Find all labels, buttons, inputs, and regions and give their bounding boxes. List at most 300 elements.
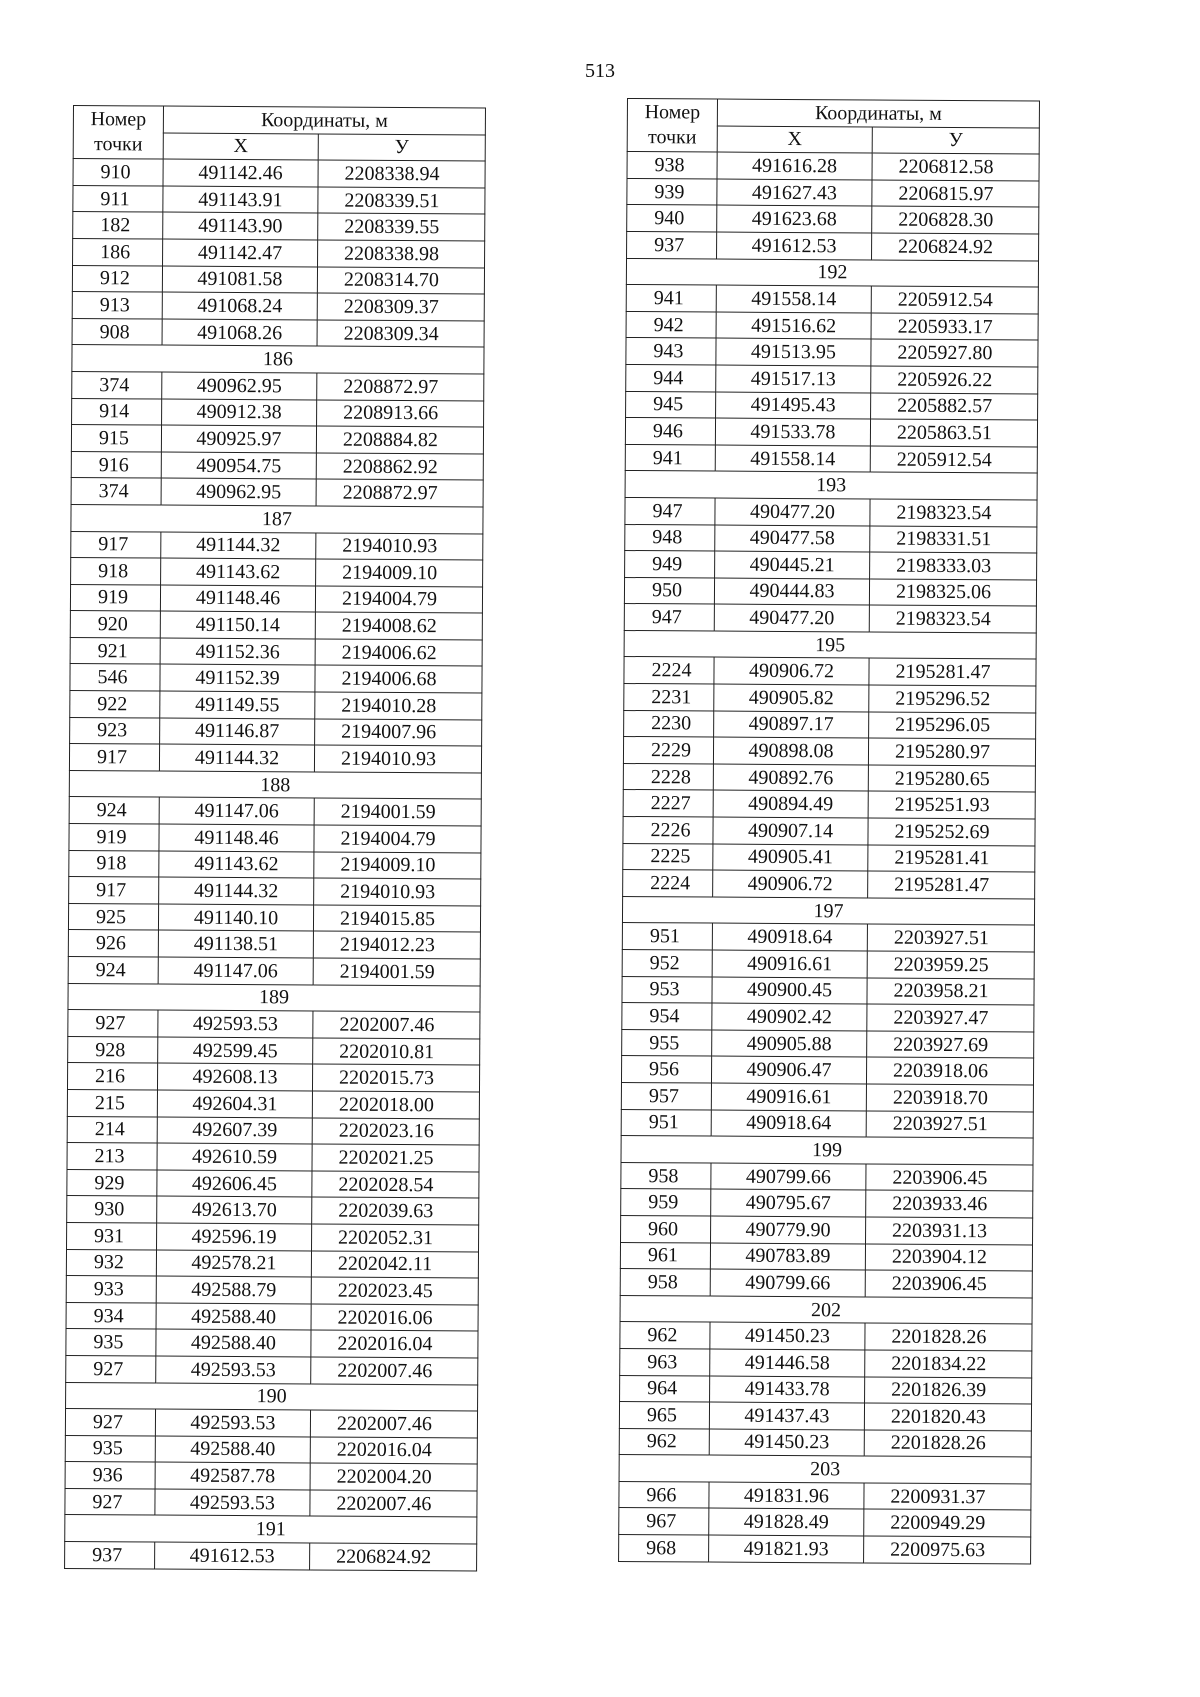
- point-number-cell: 962: [619, 1428, 709, 1455]
- table-row: [626, 285, 1038, 314]
- point-number-cell: 955: [622, 1029, 712, 1056]
- x-coordinate-cell: 490892.76: [713, 764, 868, 792]
- x-coordinate-cell: 491152.39: [160, 665, 315, 693]
- table-row: [622, 976, 1034, 1005]
- x-coordinate-cell: 492607.39: [157, 1117, 312, 1145]
- x-coordinate-cell: 492588.40: [156, 1329, 311, 1357]
- x-coordinate-cell: 490906.47: [711, 1056, 866, 1084]
- x-coordinate-cell: 491143.91: [163, 186, 318, 214]
- x-coordinate-cell: 491433.78: [710, 1376, 865, 1404]
- table-row: [620, 1322, 1032, 1351]
- point-number-cell: 2231: [624, 684, 714, 711]
- y-coordinate-cell: 2202016.06: [311, 1304, 478, 1332]
- point-number-cell: 936: [65, 1462, 155, 1489]
- point-number-cell: 213: [67, 1143, 157, 1170]
- header-y: У: [318, 134, 485, 162]
- group-row: [66, 1382, 478, 1411]
- table-row: [625, 551, 1037, 580]
- point-number-cell: 2224: [623, 870, 713, 897]
- group-row: [620, 1295, 1032, 1324]
- table-row: [627, 231, 1039, 260]
- y-coordinate-cell: 2208913.66: [317, 400, 484, 428]
- y-coordinate-cell: 2206824.92: [872, 233, 1039, 261]
- group-label: 191: [65, 1515, 477, 1544]
- header-point-number-line1: Номер: [644, 101, 701, 124]
- point-number-cell: 940: [627, 205, 717, 232]
- y-coordinate-cell: 2203933.46: [866, 1190, 1033, 1218]
- point-number-cell: 908: [72, 318, 162, 345]
- table-row: [70, 691, 482, 720]
- y-coordinate-cell: 2205926.22: [871, 366, 1038, 394]
- y-coordinate-cell: 2194004.79: [315, 586, 482, 614]
- point-number-cell: 927: [65, 1409, 155, 1436]
- point-number-cell: 911: [73, 185, 163, 212]
- point-number-cell: 953: [622, 976, 712, 1003]
- point-number-cell: 214: [67, 1116, 157, 1143]
- y-coordinate-cell: 2203931.13: [866, 1217, 1033, 1245]
- table-row: [69, 797, 481, 826]
- point-number-cell: 374: [72, 371, 162, 398]
- x-coordinate-cell: 491143.90: [163, 212, 318, 240]
- table-row: [623, 843, 1035, 872]
- y-coordinate-cell: 2206824.92: [310, 1543, 477, 1571]
- y-coordinate-cell: 2194010.28: [315, 692, 482, 720]
- table-row: [622, 1003, 1034, 1032]
- table-row: [621, 1215, 1033, 1244]
- point-number-cell: 941: [625, 444, 715, 471]
- point-number-cell: 968: [619, 1535, 709, 1562]
- table-row: [68, 930, 480, 959]
- y-coordinate-cell: 2203927.47: [867, 1004, 1034, 1032]
- point-number-cell: 934: [66, 1302, 156, 1329]
- table-row: [65, 1409, 477, 1438]
- table-row: [69, 824, 481, 853]
- table-row: [73, 212, 485, 241]
- header-x: X: [163, 133, 318, 161]
- point-number-cell: 921: [70, 637, 160, 664]
- table-row: [70, 637, 482, 666]
- y-coordinate-cell: 2203918.06: [866, 1057, 1033, 1085]
- table-row: [623, 817, 1035, 846]
- point-number-cell: 186: [73, 238, 163, 265]
- point-number-cell: 928: [68, 1036, 158, 1063]
- y-coordinate-cell: 2195281.41: [868, 845, 1035, 873]
- table-row: [625, 497, 1037, 526]
- x-coordinate-cell: 492593.53: [158, 1010, 313, 1038]
- point-number-cell: 926: [68, 930, 158, 957]
- y-coordinate-cell: 2195281.47: [868, 871, 1035, 899]
- y-coordinate-cell: 2202016.04: [311, 1330, 478, 1358]
- point-number-cell: 951: [622, 923, 712, 950]
- y-coordinate-cell: 2195280.97: [868, 738, 1035, 766]
- point-number-cell: 924: [69, 797, 159, 824]
- table-row: [72, 318, 484, 347]
- y-coordinate-cell: 2206812.58: [872, 153, 1039, 181]
- table-row: [620, 1348, 1032, 1377]
- x-coordinate-cell: 491437.43: [709, 1402, 864, 1430]
- point-number-cell: 937: [65, 1542, 155, 1569]
- y-coordinate-cell: 2195296.05: [869, 712, 1036, 740]
- table-row: [70, 611, 482, 640]
- x-coordinate-cell: 490799.66: [711, 1163, 866, 1191]
- group-label: 192: [626, 258, 1038, 287]
- table-row: [71, 558, 483, 587]
- point-number-cell: 2229: [623, 737, 713, 764]
- x-coordinate-cell: 491140.10: [158, 904, 313, 932]
- group-row: [622, 896, 1034, 925]
- point-number-cell: 922: [70, 691, 160, 718]
- table-row: [624, 657, 1036, 686]
- point-number-cell: 933: [66, 1276, 156, 1303]
- point-number-cell: 937: [627, 231, 717, 258]
- y-coordinate-cell: 2205863.51: [870, 419, 1037, 447]
- point-number-cell: 951: [621, 1109, 711, 1136]
- table-row: [66, 1249, 478, 1278]
- table-row: [71, 425, 483, 454]
- point-number-cell: 941: [626, 285, 716, 312]
- point-number-cell: 916: [71, 451, 161, 478]
- y-coordinate-cell: 2194010.93: [314, 745, 481, 773]
- table-row: [72, 292, 484, 321]
- table-row: [625, 524, 1037, 553]
- y-coordinate-cell: 2195296.52: [869, 685, 1036, 713]
- y-coordinate-cell: 2194012.23: [313, 931, 480, 959]
- point-number-cell: 919: [70, 584, 160, 611]
- x-coordinate-cell: 490477.20: [714, 604, 869, 632]
- y-coordinate-cell: 2208339.55: [318, 213, 485, 241]
- group-row: [624, 630, 1036, 659]
- group-row: [68, 983, 480, 1012]
- point-number-cell: 958: [621, 1162, 711, 1189]
- page-number: 513: [585, 60, 615, 82]
- group-label: 190: [66, 1382, 478, 1411]
- table-row: [69, 744, 481, 773]
- x-coordinate-cell: 492593.53: [155, 1489, 310, 1517]
- y-coordinate-cell: 2195280.65: [868, 765, 1035, 793]
- y-coordinate-cell: 2198325.06: [869, 579, 1036, 607]
- x-coordinate-cell: 491148.46: [159, 824, 314, 852]
- x-coordinate-cell: 490905.88: [712, 1030, 867, 1058]
- x-coordinate-cell: 490900.45: [712, 977, 867, 1005]
- x-coordinate-cell: 490962.95: [161, 478, 316, 506]
- table-row: [72, 265, 484, 294]
- point-number-cell: 919: [69, 824, 159, 851]
- table-row: [625, 418, 1037, 447]
- point-number-cell: 947: [625, 497, 715, 524]
- y-coordinate-cell: 2195252.69: [868, 818, 1035, 846]
- x-coordinate-cell: 491138.51: [158, 930, 313, 958]
- x-coordinate-cell: 490918.64: [712, 923, 867, 951]
- x-coordinate-cell: 490799.66: [710, 1269, 865, 1297]
- x-coordinate-cell: 491446.58: [710, 1349, 865, 1377]
- y-coordinate-cell: 2202016.04: [310, 1437, 477, 1465]
- y-coordinate-cell: 2200975.63: [864, 1536, 1031, 1564]
- y-coordinate-cell: 2194004.79: [314, 825, 481, 853]
- point-number-cell: 182: [73, 212, 163, 239]
- point-number-cell: 938: [627, 152, 717, 179]
- point-number-cell: 918: [71, 558, 161, 585]
- y-coordinate-cell: 2208872.97: [316, 479, 483, 507]
- x-coordinate-cell: 490779.90: [711, 1216, 866, 1244]
- point-number-cell: 917: [71, 531, 161, 558]
- group-label: 193: [625, 471, 1037, 500]
- point-number-cell: 2225: [623, 843, 713, 870]
- y-coordinate-cell: 2203918.70: [866, 1084, 1033, 1112]
- x-coordinate-cell: 490898.08: [713, 737, 868, 765]
- table-row: [622, 923, 1034, 952]
- point-number-cell: 913: [72, 292, 162, 319]
- x-coordinate-cell: 490795.67: [711, 1189, 866, 1217]
- x-coordinate-cell: 491612.53: [155, 1542, 310, 1570]
- point-number-cell: 945: [626, 391, 716, 418]
- x-coordinate-cell: 490894.49: [713, 790, 868, 818]
- x-coordinate-cell: 491828.49: [709, 1508, 864, 1536]
- y-coordinate-cell: 2201826.39: [865, 1376, 1032, 1404]
- x-coordinate-cell: 492596.19: [157, 1223, 312, 1251]
- x-coordinate-cell: 492604.31: [157, 1090, 312, 1118]
- point-number-cell: 960: [621, 1215, 711, 1242]
- y-coordinate-cell: 2202018.00: [312, 1091, 479, 1119]
- group-row: [69, 770, 481, 799]
- x-coordinate-cell: 491144.32: [159, 744, 314, 772]
- table-row: [68, 1010, 480, 1039]
- point-number-cell: 935: [65, 1435, 155, 1462]
- point-number-cell: 2227: [623, 790, 713, 817]
- y-coordinate-cell: 2198323.54: [869, 605, 1036, 633]
- x-coordinate-cell: 491152.36: [160, 638, 315, 666]
- x-coordinate-cell: 491147.06: [158, 957, 313, 985]
- x-coordinate-cell: 490916.61: [711, 1083, 866, 1111]
- point-number-cell: 961: [620, 1242, 710, 1269]
- x-coordinate-cell: 491146.87: [160, 718, 315, 746]
- table-row: [626, 338, 1038, 367]
- x-coordinate-cell: 491831.96: [709, 1482, 864, 1510]
- table-row: [65, 1542, 477, 1571]
- table-row: [71, 478, 483, 507]
- y-coordinate-cell: 2203958.21: [867, 978, 1034, 1006]
- point-number-cell: 2230: [624, 710, 714, 737]
- table-row: [66, 1355, 478, 1384]
- x-coordinate-cell: 490897.17: [714, 711, 869, 739]
- table-row: [620, 1269, 1032, 1298]
- table-row: [624, 710, 1036, 739]
- y-coordinate-cell: 2202015.73: [312, 1064, 479, 1092]
- point-number-cell: 215: [67, 1089, 157, 1116]
- table-row: [67, 1143, 479, 1172]
- y-coordinate-cell: 2208884.82: [316, 426, 483, 454]
- x-coordinate-cell: 491147.06: [159, 797, 314, 825]
- x-coordinate-cell: 491081.58: [162, 266, 317, 294]
- y-coordinate-cell: 2202021.25: [312, 1144, 479, 1172]
- table-row: [73, 185, 485, 214]
- x-coordinate-cell: 490912.38: [162, 399, 317, 427]
- x-coordinate-cell: 492593.53: [156, 1356, 311, 1384]
- group-row: [71, 504, 483, 533]
- x-coordinate-cell: 492588.40: [155, 1436, 310, 1464]
- point-number-cell: 930: [67, 1196, 157, 1223]
- group-label: 186: [72, 345, 484, 374]
- group-row: [619, 1455, 1031, 1484]
- point-number-cell: 923: [70, 717, 160, 744]
- point-number-cell: 374: [71, 478, 161, 505]
- table-row: [621, 1082, 1033, 1111]
- y-coordinate-cell: 2202007.46: [313, 1011, 480, 1039]
- x-coordinate-cell: 491513.95: [716, 338, 871, 366]
- x-coordinate-cell: 491517.13: [716, 365, 871, 393]
- point-number-cell: 949: [625, 551, 715, 578]
- point-number-cell: 917: [69, 744, 159, 771]
- x-coordinate-cell: 491142.46: [163, 159, 318, 187]
- coordinates-table-left: [64, 105, 486, 1571]
- y-coordinate-cell: 2195281.47: [869, 658, 1036, 686]
- x-coordinate-cell: 492578.21: [156, 1250, 311, 1278]
- y-coordinate-cell: 2203904.12: [865, 1244, 1032, 1272]
- point-number-cell: 943: [626, 338, 716, 365]
- x-coordinate-cell: 492610.59: [157, 1143, 312, 1171]
- table-row: [67, 1222, 479, 1251]
- table-row: [65, 1488, 477, 1517]
- y-coordinate-cell: 2194006.68: [315, 665, 482, 693]
- point-number-cell: 939: [627, 178, 717, 205]
- x-coordinate-cell: 490907.14: [713, 817, 868, 845]
- point-number-cell: 546: [70, 664, 160, 691]
- y-coordinate-cell: 2198323.54: [870, 499, 1037, 527]
- point-number-cell: 925: [68, 903, 158, 930]
- x-coordinate-cell: 490918.64: [711, 1110, 866, 1138]
- y-coordinate-cell: 2202023.45: [311, 1277, 478, 1305]
- y-coordinate-cell: 2200949.29: [864, 1509, 1031, 1537]
- point-number-cell: 964: [620, 1375, 710, 1402]
- y-coordinate-cell: 2194009.10: [316, 559, 483, 587]
- table-row: [623, 737, 1035, 766]
- y-coordinate-cell: 2208314.70: [317, 267, 484, 295]
- point-number-cell: 918: [69, 850, 159, 877]
- table-row: [619, 1402, 1031, 1431]
- y-coordinate-cell: 2205912.54: [870, 446, 1037, 474]
- x-coordinate-cell: 491450.23: [710, 1322, 865, 1350]
- point-number-cell: 935: [66, 1329, 156, 1356]
- header-point-number: [73, 106, 163, 160]
- y-coordinate-cell: 2208338.98: [318, 240, 485, 268]
- group-label: 199: [621, 1136, 1033, 1165]
- group-label: 203: [619, 1455, 1031, 1484]
- point-number-cell: 216: [67, 1063, 157, 1090]
- x-coordinate-cell: 491450.23: [709, 1429, 864, 1457]
- point-number-cell: 957: [621, 1082, 711, 1109]
- x-coordinate-cell: 491627.43: [717, 179, 872, 207]
- point-number-cell: 2228: [623, 763, 713, 790]
- point-number-cell: 917: [69, 877, 159, 904]
- table-row: [70, 717, 482, 746]
- y-coordinate-cell: 2194001.59: [313, 958, 480, 986]
- x-coordinate-cell: 490902.42: [712, 1003, 867, 1031]
- y-coordinate-cell: 2202052.31: [312, 1224, 479, 1252]
- y-coordinate-cell: 2202039.63: [312, 1197, 479, 1225]
- y-coordinate-cell: 2202007.46: [310, 1410, 477, 1438]
- table-row: [72, 371, 484, 400]
- table-row: [65, 1462, 477, 1491]
- x-coordinate-cell: 491533.78: [715, 418, 870, 446]
- y-coordinate-cell: 2202028.54: [312, 1171, 479, 1199]
- point-number-cell: 967: [619, 1508, 709, 1535]
- y-coordinate-cell: 2203959.25: [867, 951, 1034, 979]
- table-row: [67, 1196, 479, 1225]
- point-number-cell: 2226: [623, 817, 713, 844]
- x-coordinate-cell: 492606.45: [157, 1170, 312, 1198]
- x-coordinate-cell: 491142.47: [163, 239, 318, 267]
- table-row: [621, 1056, 1033, 1085]
- y-coordinate-cell: 2208309.34: [317, 320, 484, 348]
- table-row: [69, 850, 481, 879]
- x-coordinate-cell: 491516.62: [716, 312, 871, 340]
- point-number-cell: 924: [68, 956, 158, 983]
- y-coordinate-cell: 2208309.37: [317, 293, 484, 321]
- x-coordinate-cell: 490444.83: [714, 578, 869, 606]
- y-coordinate-cell: 2203906.45: [865, 1270, 1032, 1298]
- y-coordinate-cell: 2203927.51: [867, 924, 1034, 952]
- table-row: [619, 1428, 1031, 1457]
- table-row: [68, 1036, 480, 1065]
- x-coordinate-cell: 491068.24: [162, 292, 317, 320]
- point-number-cell: 920: [70, 611, 160, 638]
- point-number-cell: 963: [620, 1348, 710, 1375]
- y-coordinate-cell: 2208862.92: [316, 453, 483, 481]
- x-coordinate-cell: 490954.75: [161, 452, 316, 480]
- x-coordinate-cell: 490905.41: [713, 844, 868, 872]
- table-row: [621, 1162, 1033, 1191]
- table-row: [71, 451, 483, 480]
- table-row: [68, 903, 480, 932]
- point-number-cell: 965: [619, 1402, 709, 1429]
- y-coordinate-cell: 2195251.93: [868, 791, 1035, 819]
- table-row: [626, 364, 1038, 393]
- y-coordinate-cell: 2205882.57: [871, 393, 1038, 421]
- point-number-cell: 966: [619, 1481, 709, 1508]
- x-coordinate-cell: 492599.45: [158, 1037, 313, 1065]
- y-coordinate-cell: 2203927.51: [866, 1111, 1033, 1139]
- table-row: [627, 178, 1039, 207]
- x-coordinate-cell: 490477.20: [715, 498, 870, 526]
- table-row: [622, 1029, 1034, 1058]
- table-row: [626, 311, 1038, 340]
- y-coordinate-cell: 2203906.45: [866, 1164, 1033, 1192]
- y-coordinate-cell: 2205912.54: [871, 286, 1038, 314]
- group-row: [626, 258, 1038, 287]
- table-row: [66, 1329, 478, 1358]
- x-coordinate-cell: 491144.32: [161, 532, 316, 560]
- y-coordinate-cell: 2202042.11: [311, 1251, 478, 1279]
- point-number-cell: 950: [624, 577, 714, 604]
- y-coordinate-cell: 2194015.85: [313, 905, 480, 933]
- table-row: [67, 1116, 479, 1145]
- header-point-number-line1: Номер: [90, 108, 147, 131]
- table-row: [619, 1481, 1031, 1510]
- y-coordinate-cell: 2203927.69: [867, 1031, 1034, 1059]
- point-number-cell: 927: [65, 1488, 155, 1515]
- x-coordinate-cell: 490916.61: [712, 950, 867, 978]
- point-number-cell: 952: [622, 949, 712, 976]
- y-coordinate-cell: 2194007.96: [315, 719, 482, 747]
- table-row: [619, 1535, 1031, 1564]
- table-row: [71, 531, 483, 560]
- table-row: [68, 956, 480, 985]
- table-row: [67, 1089, 479, 1118]
- group-label: 188: [69, 770, 481, 799]
- point-number-cell: 915: [71, 425, 161, 452]
- x-coordinate-cell: 490445.21: [715, 551, 870, 579]
- y-coordinate-cell: 2205927.80: [871, 339, 1038, 367]
- point-number-cell: 929: [67, 1169, 157, 1196]
